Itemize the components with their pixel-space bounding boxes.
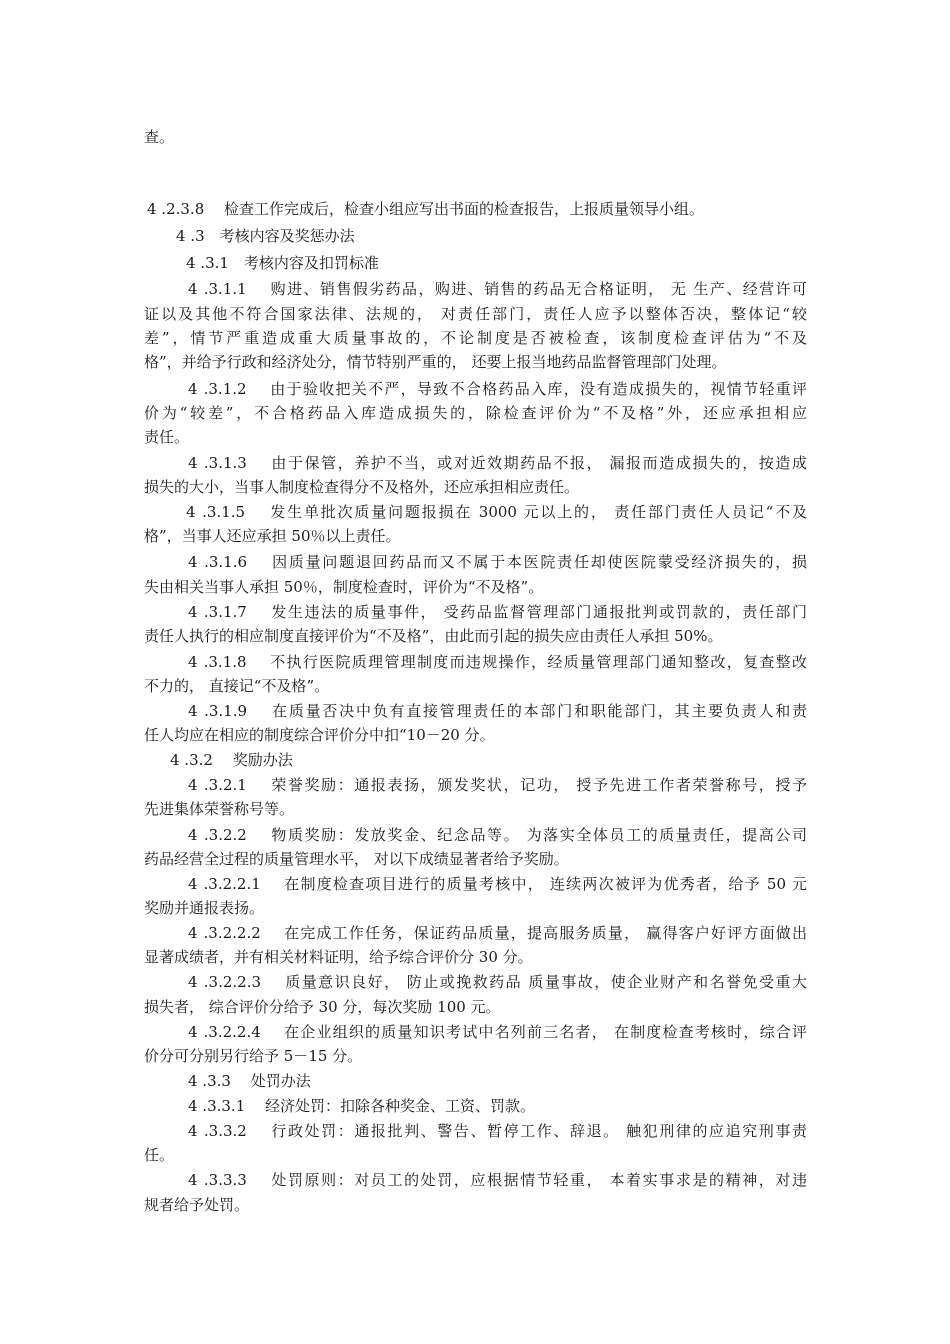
text-line: 4 .3.1.9 在质量否决中负有直接管理责任的本部门和职能部门，其主要负责人和责 — [188, 702, 807, 720]
section-heading: 4 .3.3 处罚办法 — [188, 1072, 311, 1090]
text-line: 证以及其他不符合国家法律、法规的， 对责任部门，责任人应予以整体否决，整体记“较 — [144, 305, 807, 323]
text-line: 4 .3.3.2 行政处罚：通报批判、警告、暂停工作、辞退。 触犯刑律的应追究刑事责 — [188, 1122, 807, 1140]
text-line: 损失的大小，当事人制度检查得分不及格外，还应承担相应责任。 — [144, 478, 580, 496]
text-line: 损失者， 综合评价分给予 30 分，每次奖励 100 元。 — [144, 998, 501, 1016]
text-line: 奖励并通报表扬。 — [144, 899, 265, 917]
text-line: 责任人执行的相应制度直接评价为“不及格”，由此而引起的损失应由责任人承担 50%。 — [144, 627, 723, 645]
text-line: 4 .3.2.2.1 在制度检查项目进行的质量考核中， 连续两次被评为优秀者，给予 50 元 — [188, 875, 807, 893]
text-line: 差”，情节严重造成重大质量事故的，不论制度是否被检查，该制度检查评估为“不及 — [144, 329, 807, 347]
text-line: 4 .3.1.5 发生单批次质量问题报损在 3000 元以上的， 责任部门责任人员记“不及 — [186, 503, 807, 521]
text-line: 4 .3.2.1 荣誉奖励：通报表扬，颁发奖状，记功， 授予先进工作者荣誉称号，授予 — [188, 776, 807, 794]
text-line: 4 .3.3.3 处罚原则：对员工的处罚，应根据情节轻重， 本着实事求是的精神，对违 — [188, 1171, 807, 1189]
text-line: 任人均应在相应的制度综合评价分中扣“10－20 分。 — [144, 726, 495, 744]
text-line: 4 .3.3.1 经济处罚：扣除各种奖金、工资、罚款。 — [188, 1097, 536, 1115]
section-heading: 4 .2.3.8 检查工作完成后，检查小组应写出书面的检查报告，上报质量领导小组。 — [147, 200, 705, 218]
section-heading: 4 .3.1 考核内容及扣罚标准 — [186, 254, 379, 272]
text-line: 规者给予处罚。 — [144, 1196, 250, 1214]
text-line: 4 .3.1.8 不执行医院质理管理制度而违规操作，经质量管理部门通知整改，复查整改 — [188, 653, 807, 671]
text-line: 4 .3.1.7 发生违法的质量事件， 受药品监督管理部门通报批判或罚款的，责任部门 — [188, 603, 807, 621]
text-line: 显著成绩者，并有相关材料证明，给予综合评价分 30 分。 — [144, 948, 533, 966]
text-line: 格”，并给予行政和经济处分，情节特别严重的， 还要上报当地药品监督管理部门处理。 — [144, 353, 727, 371]
text-line: 价为“较差”，不合格药品入库造成损失的，除检查评价为“不及格”外，还应承担相应 — [144, 404, 807, 422]
text-line: 责任。 — [144, 428, 190, 446]
text-line: 4 .3.2.2.3 质量意识良好， 防止或挽救药品 质量事故，使企业财产和名誉免受重大 — [188, 973, 807, 991]
text-line: 查。 — [144, 128, 175, 146]
text-line: 4 .3.2.2.4 在企业组织的质量知识考试中名列前三名者， 在制度检查考核时，综合评 — [188, 1023, 807, 1041]
text-line: 失由相关当事人承担 50％，制度检查时，评价为“不及格”。 — [144, 578, 544, 596]
section-heading: 4 .3 考核内容及奖惩办法 — [176, 227, 355, 245]
text-line: 4 .3.2.2 物质奖励：发放奖金、纪念品等。 为落实全体员工的质量责任，提高公司 — [188, 826, 807, 844]
text-line: 先进集体荣誉称号等。 — [144, 800, 295, 818]
text-line: 4 .3.1.2 由于验收把关不严，导致不合格药品入库，没有造成损失的，视情节轻重评 — [188, 380, 807, 398]
text-line: 任。 — [144, 1146, 175, 1164]
text-line: 药品经营全过程的质量管理水平， 对以下成绩显著者给予奖励。 — [144, 850, 569, 868]
text-line: 格”，当事人还应承担 50％以上责任。 — [144, 527, 401, 545]
text-line: 4 .3.1.1 购进、销售假劣药品，购进、销售的药品无合格证明， 无 生产、经营许可 — [188, 280, 807, 298]
text-line: 4 .3.1.6 因质量问题退回药品而又不属于本医院责任却使医院蒙受经济损失的，损 — [188, 553, 807, 571]
section-heading: 4 .3.2 奖励办法 — [170, 751, 293, 769]
text-line: 不力的， 直接记“不及格”。 — [144, 677, 330, 695]
text-line: 4 .3.2.2.2 在完成工作任务，保证药品质量，提高服务质量， 赢得客户好评方面做出 — [188, 924, 807, 942]
text-line: 价分可分别另行给予 5－15 分。 — [144, 1047, 363, 1065]
text-line: 4 .3.1.3 由于保管，养护不当，或对近效期药品不报， 漏报而造成损失的，按造成 — [188, 454, 807, 472]
